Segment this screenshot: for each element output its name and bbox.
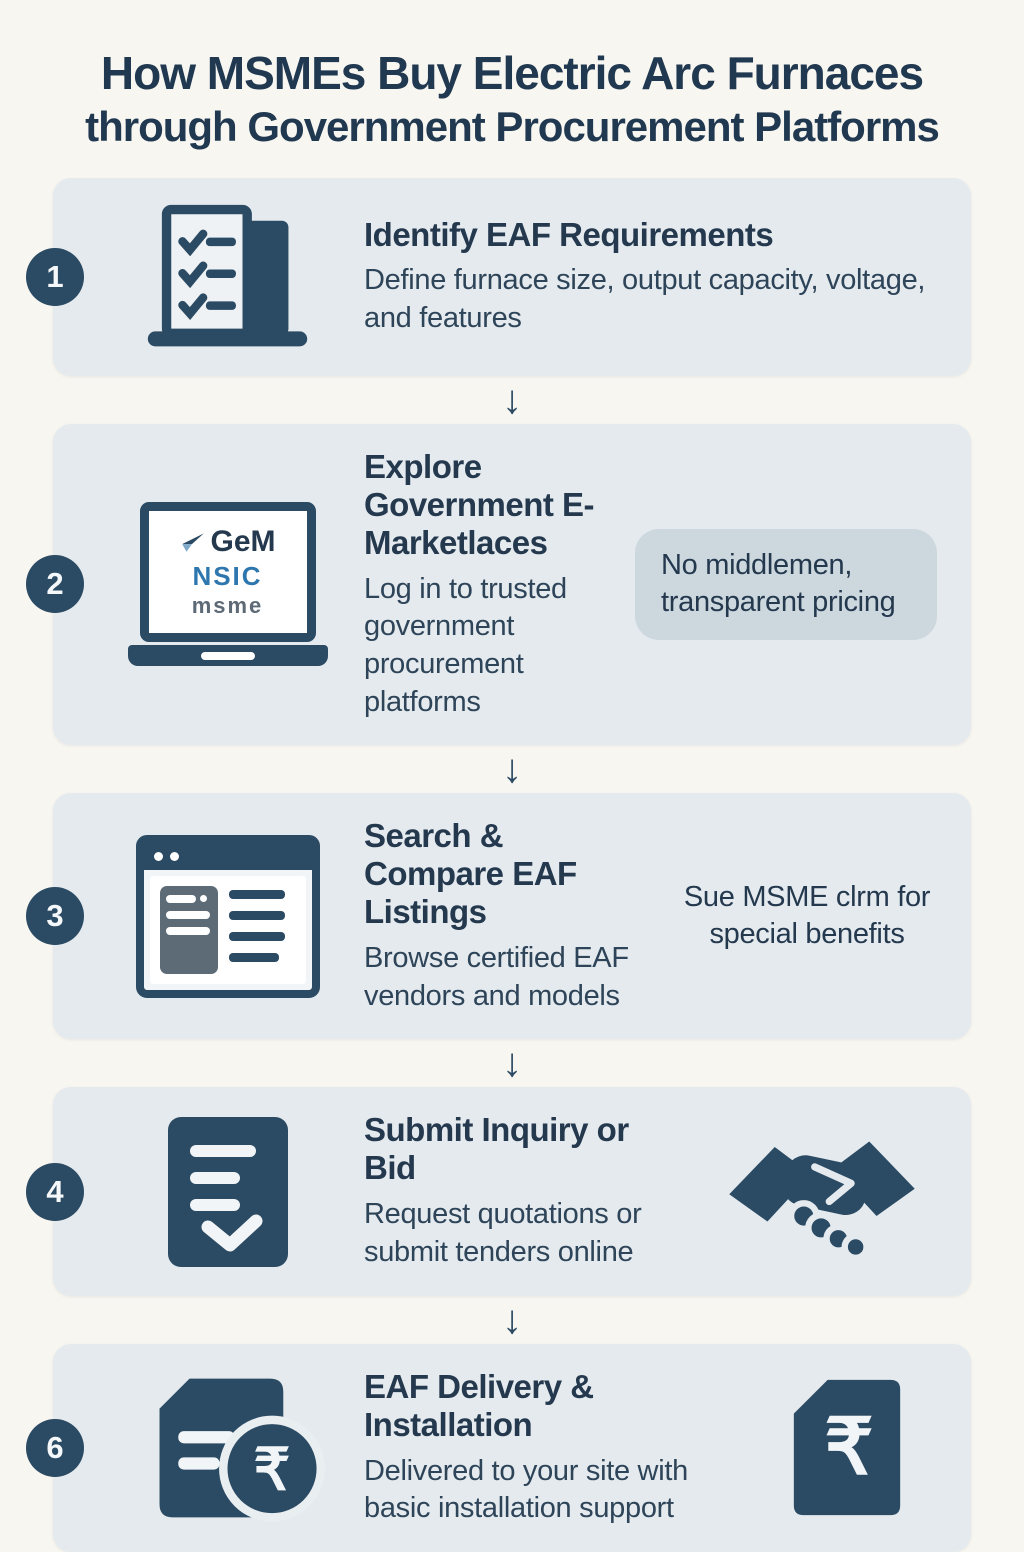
step-description: Define furnace size, output capacity, voltage, and features [364,264,926,335]
page-title [0,0,1024,154]
step-title: EAF Delivery & Installation [364,1367,594,1443]
browser-body [150,876,306,984]
laptop-trackpad [201,652,255,660]
msme-label: msme [191,593,264,619]
invoice-rupee-icon [130,1373,325,1523]
step-card-1 [46,178,971,376]
page-title-line2: through Government Procurement Platforms [85,103,939,151]
step-right-col [757,1375,937,1520]
listing-card [160,886,218,974]
step-description: Delivered to your site with basic installation support [364,1454,688,1525]
rupee-symbol: ₹ [824,1404,874,1491]
step-number-badge: 2 [26,555,84,613]
browser-dot [170,852,179,861]
gem-logo [179,525,275,559]
step-card-3 [46,793,971,1039]
listing-lines [229,886,296,974]
laptop-screen [140,502,316,642]
step-title: Search & Compare EAF Listings [364,817,577,931]
callout-bubble: No middlemen, transparent pricing [635,529,937,640]
step-icon-col [125,502,330,666]
step-number-badge: 4 [26,1163,84,1221]
down-arrow-icon: ↓ [502,377,522,422]
step-right-col [635,529,937,640]
step-title: Submit Inquiry or Bid [364,1111,629,1187]
step-icon-col [125,202,330,352]
side-note: Sue MSME clrm for special benefits [683,880,931,951]
step-title: Identify EAF Requirements [364,215,774,253]
step-icon-col [125,1373,330,1523]
page-title-line1: How MSMEs Buy Electric Arc Furnaces [100,47,924,99]
step-icon-col [125,1117,330,1267]
gem-label: GeM [210,525,276,559]
browser-dot [154,852,163,861]
handshake-icon [722,1114,922,1269]
down-arrow-icon: ↓ [502,1297,522,1342]
step-right-col [677,879,937,954]
step-text-col [364,1368,723,1528]
step-card-2 [46,424,971,746]
step-card-5 [46,1344,971,1552]
step-text-col [364,817,643,1015]
rupee-tag-icon [788,1375,906,1520]
step-description: Log in to trusted government procurement platforms [364,572,567,718]
step-number-badge: 6 [26,1419,84,1477]
checklist-document-icon [135,202,320,352]
step-icon-col [125,835,330,998]
step-card-4 [46,1087,971,1295]
gem-arrow-icon [179,529,207,555]
step-text-col [364,448,601,722]
step-title: Explore Government E-Marketlaces [364,447,595,561]
step-description: Request quotations or submit tenders online [364,1198,642,1268]
browser-listings-icon [136,835,320,998]
laptop-base [128,645,328,666]
nsic-label: NSIC [192,561,263,592]
step-number-badge: 3 [26,887,84,945]
step-text-col [364,1111,673,1271]
browser-title-bar [144,843,312,870]
step-text-col [364,216,937,338]
down-arrow-icon: ↓ [502,747,522,792]
step-number-badge: 1 [26,248,84,306]
rupee-symbol: ₹ [253,1437,291,1503]
down-arrow-icon: ↓ [502,1041,522,1086]
step-description: Browse certified EAF vendors and models [364,942,629,1012]
laptop-portals-icon [128,502,328,666]
tender-document-icon [167,1117,289,1267]
step-right-col [707,1114,937,1269]
steps-list [0,178,1024,1552]
